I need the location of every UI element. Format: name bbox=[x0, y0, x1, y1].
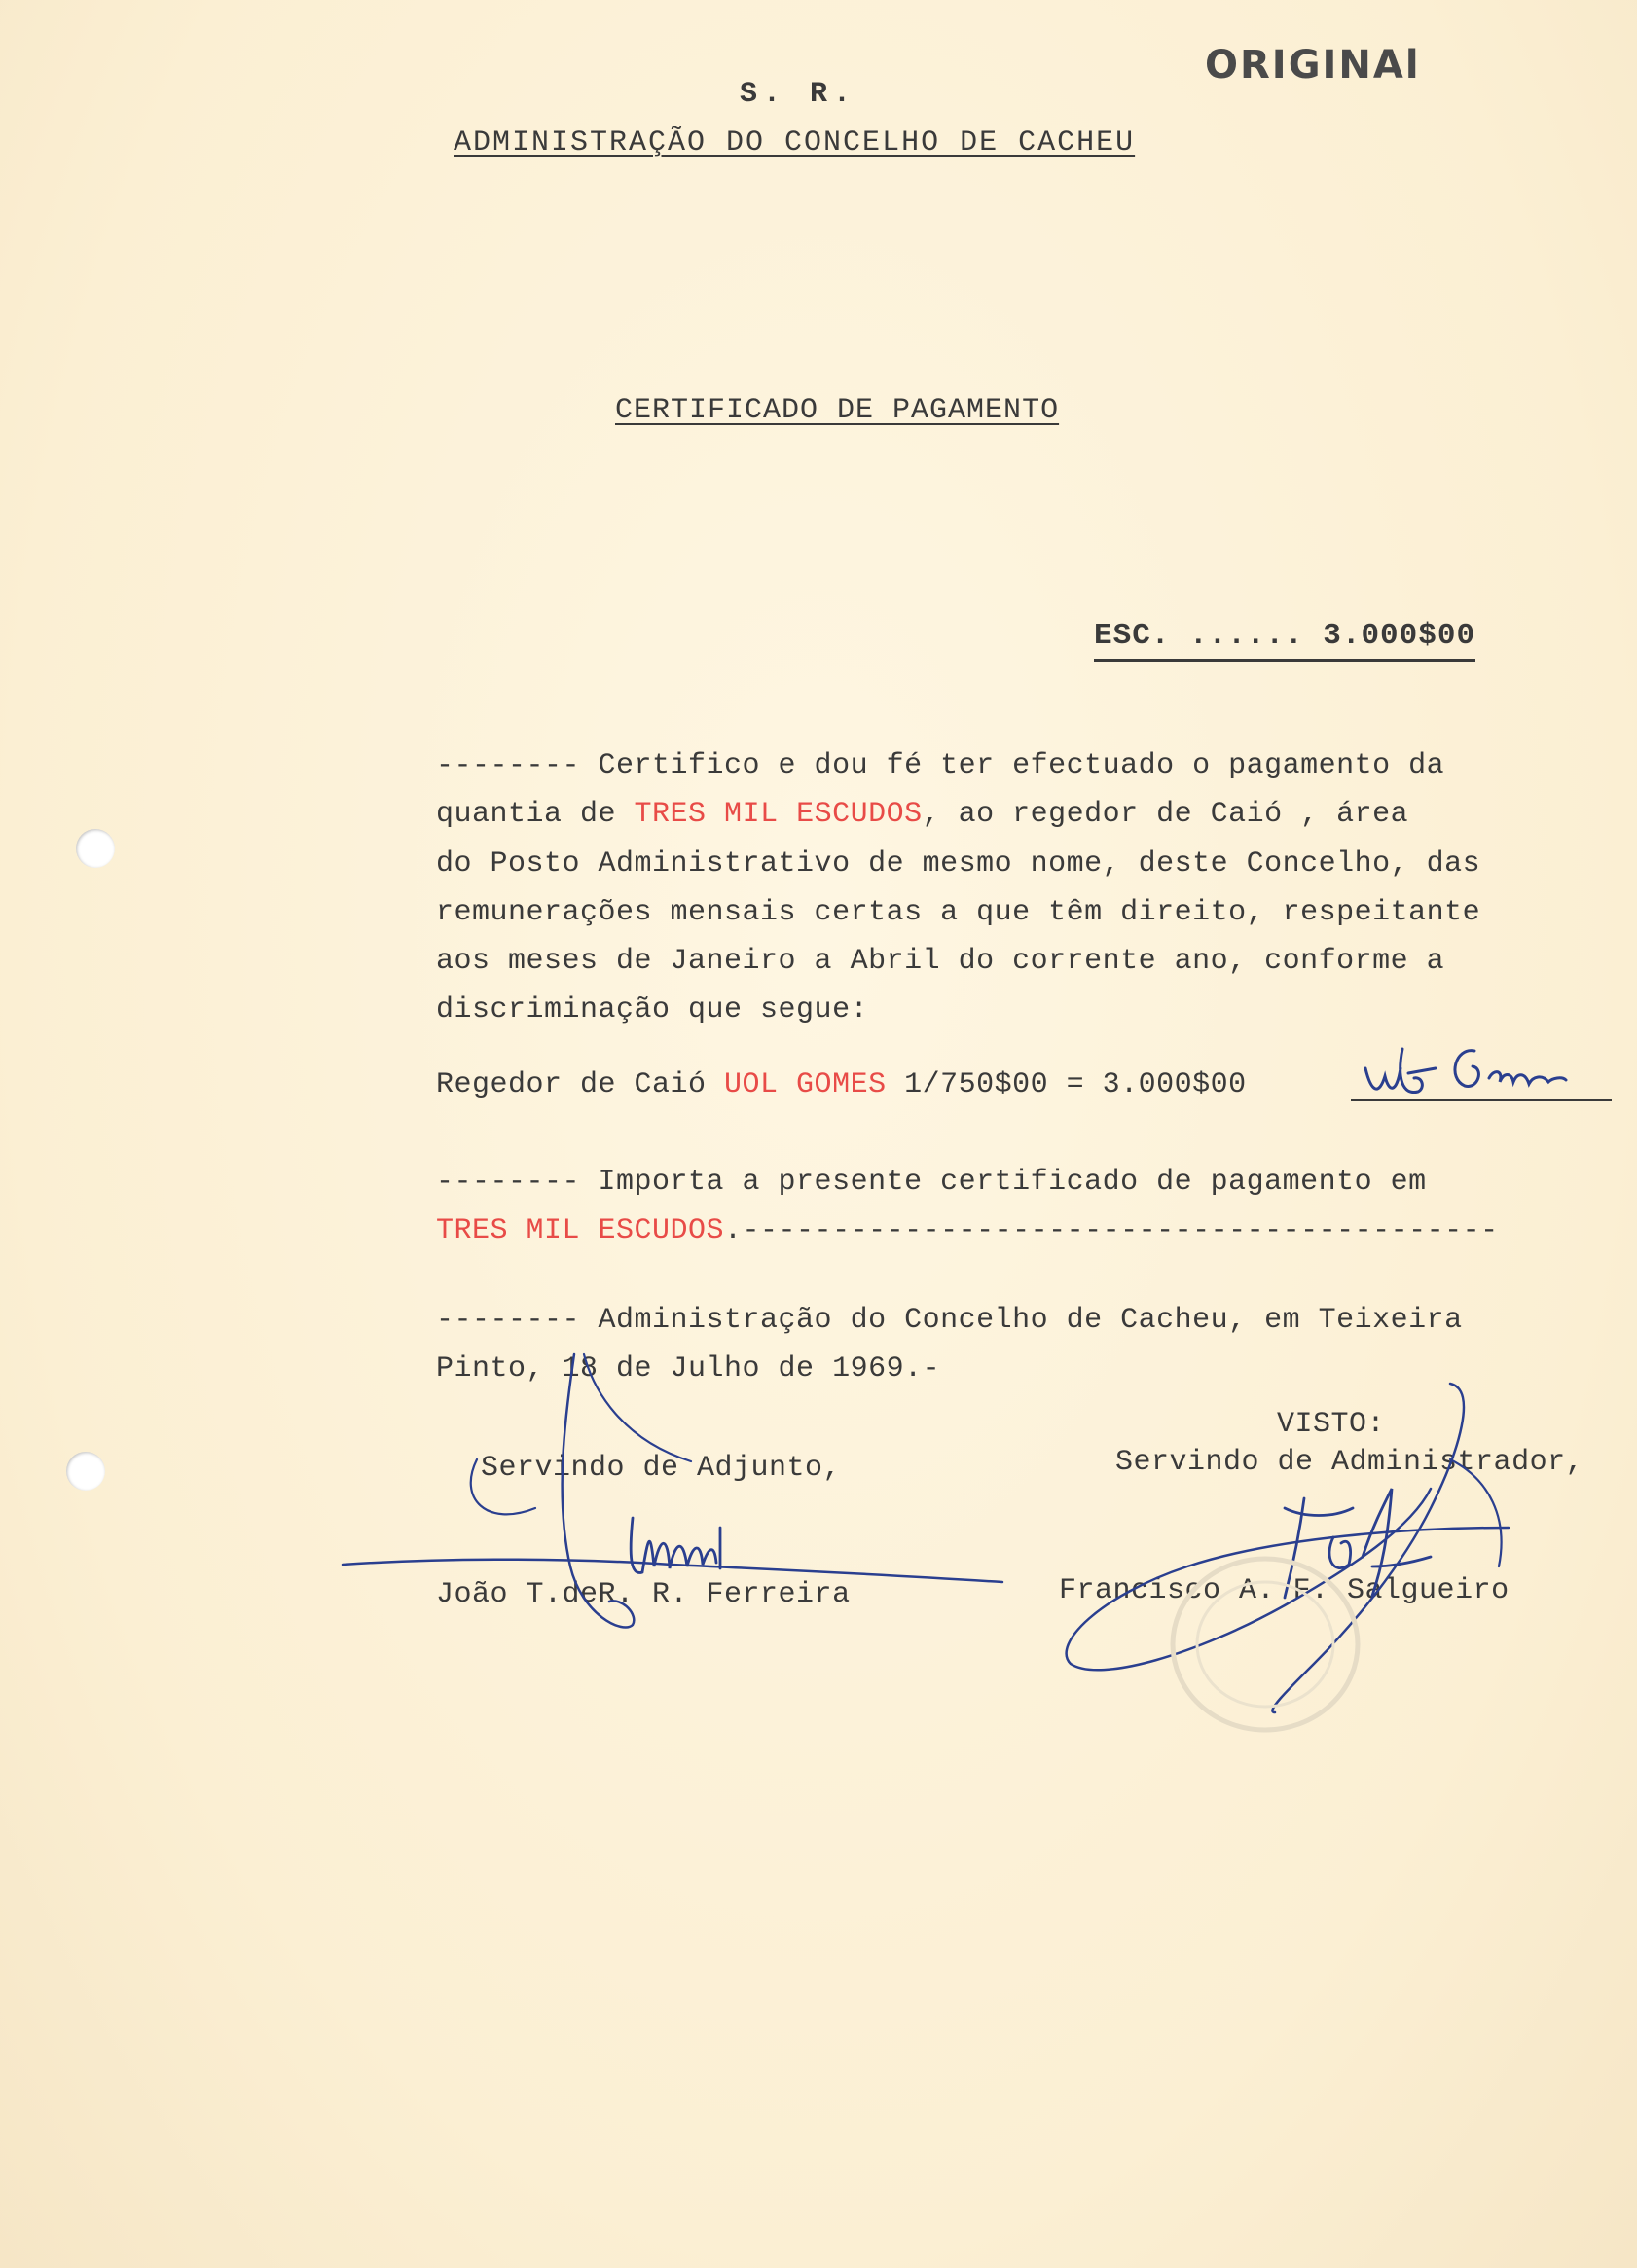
punch-hole-lower bbox=[66, 1452, 105, 1491]
regedor-prefix: Regedor de Caió bbox=[436, 1068, 725, 1101]
visto-label: VISTO: bbox=[1277, 1408, 1386, 1441]
para1-amount-words: TRES MIL ESCUDOS bbox=[634, 798, 923, 831]
right-signatory-role: Servindo de Administrador, bbox=[1115, 1446, 1584, 1479]
regedor-calc: 1/750$00 = 3.000$00 bbox=[886, 1068, 1247, 1101]
para1-line3: do Posto Administrativo de mesmo nome, deste Concelho, das bbox=[436, 847, 1481, 881]
para3-line1: -------- Administração do Concelho de Cacheu, em Teixeira bbox=[436, 1304, 1463, 1337]
left-signatory-name: João T.deR. R. Ferreira bbox=[436, 1578, 851, 1611]
para1-line5: aos meses de Janeiro a Abril do corrente ano, conforme a bbox=[436, 945, 1445, 978]
right-signatory-name: Francisco A. F. Salgueiro bbox=[1059, 1574, 1510, 1607]
para2-line1: -------- Importa a presente certificado de pagamento em bbox=[436, 1166, 1427, 1199]
para2-amount-words: TRES MIL ESCUDOS bbox=[436, 1214, 725, 1247]
regedor-signature bbox=[1358, 1039, 1611, 1107]
left-handwritten-signature bbox=[341, 1343, 1022, 1664]
embossed-seal bbox=[1158, 1547, 1372, 1742]
para2-dashes: .------------------------------------------ bbox=[724, 1214, 1499, 1247]
para1-line6: discriminação que segue: bbox=[436, 993, 869, 1026]
document-title: CERTIFICADO DE PAGAMENTO bbox=[615, 394, 1060, 427]
para1-quantia-prefix: quantia de bbox=[436, 798, 635, 831]
para1-line1: -------- Certifico e dou fé ter efectuado o pagamento da bbox=[436, 749, 1445, 782]
header-administration: ADMINISTRAÇÃO DO CONCELHO DE CACHEU bbox=[454, 126, 1136, 160]
original-stamp: ORIGINAl bbox=[1205, 43, 1421, 88]
amount-line: ESC. ...... 3.000$00 bbox=[1094, 619, 1475, 662]
regedor-line bbox=[436, 1068, 1247, 1101]
para1-line2 bbox=[436, 798, 1408, 831]
header-sr: S. R. bbox=[740, 78, 857, 111]
punch-hole-upper bbox=[76, 829, 115, 868]
para1-line4: remunerações mensais certas a que têm direito, respeitante bbox=[436, 896, 1481, 929]
left-signatory-role: Servindo de Adjunto, bbox=[481, 1452, 842, 1485]
para3-line2: Pinto, 18 de Julho de 1969.- bbox=[436, 1352, 941, 1386]
para2-line2 bbox=[436, 1214, 1499, 1247]
para1-regedor-text: , ao regedor de Caió , área bbox=[922, 798, 1409, 831]
regedor-name: UOL GOMES bbox=[724, 1068, 887, 1101]
